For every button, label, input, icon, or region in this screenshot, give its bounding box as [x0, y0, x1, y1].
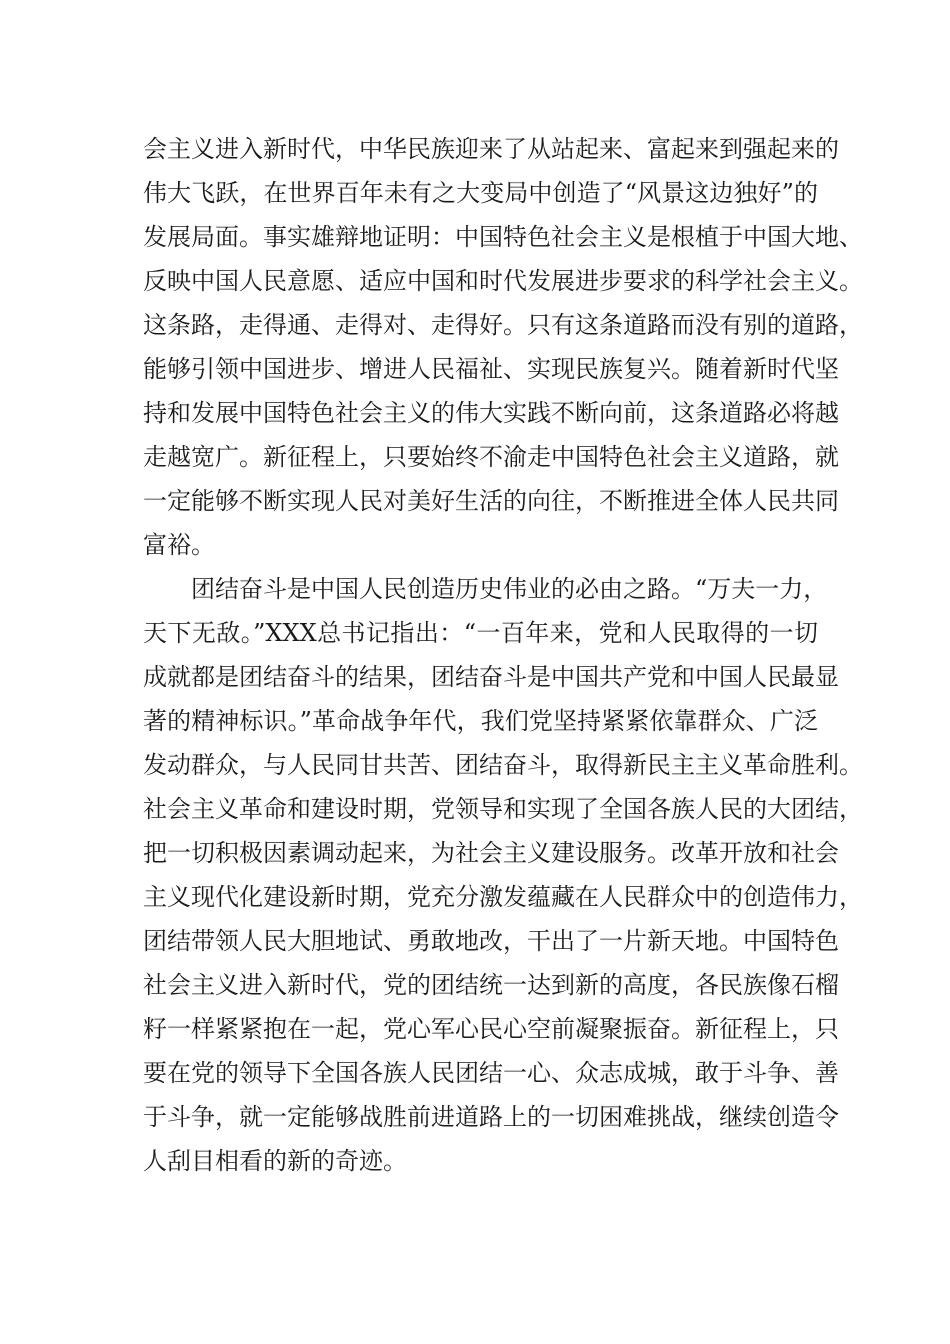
document-body: [143, 127, 863, 1183]
paragraph-1-line-10: 富裕。: [143, 531, 215, 559]
paragraph-2-line-4: 著的精神标识。”革命战争年代，我们党坚持紧紧依靠群众、广泛: [143, 707, 818, 735]
paragraph-2-line-7: 把一切积极因素调动起来，为社会主义建设服务。改革开放和社会: [143, 839, 839, 867]
paragraph-2-line-1: 团结奋斗是中国人民创造历史伟业的必由之路。“万夫一力，: [191, 575, 828, 603]
paragraph-2-line-11: 籽一样紧紧抱在一起，党心军心民心空前凝聚振奋。新征程上，只: [143, 1015, 839, 1043]
paragraph-2-line-2: 天下无敌。”XXX总书记指出：“一百年来，党和人民取得的一切: [143, 619, 818, 647]
paragraph-2-line-8: 主义现代化建设新时期，党充分激发蕴藏在人民群众中的创造伟力，: [143, 883, 863, 911]
paragraph-1-line-4: 反映中国人民意愿、适应中国和时代发展进步要求的科学社会主义。: [143, 267, 863, 295]
paragraph-1-line-2: 伟大飞跃，在世界百年未有之大变局中创造了“风景这边独好”的: [143, 179, 818, 207]
paragraph-1-line-6: 能够引领中国进步、增进人民福祉、实现民族复兴。随着新时代坚: [143, 355, 839, 383]
paragraph-2-line-6: 社会主义革命和建设时期，党领导和实现了全国各族人民的大团结，: [143, 795, 863, 823]
paragraph-2-line-3: 成就都是团结奋斗的结果，团结奋斗是中国共产党和中国人民最显: [143, 663, 839, 691]
paragraph-2-line-12: 要在党的领导下全国各族人民团结一心、众志成城，敢于斗争、善: [143, 1059, 839, 1087]
paragraph-2-line-10: 社会主义进入新时代，党的团结统一达到新的高度，各民族像石榴: [143, 971, 839, 999]
paragraph-1-line-8: 走越宽广。新征程上，只要始终不渝走中国特色社会主义道路，就: [143, 443, 839, 471]
paragraph-2-line-14: 人刮目相看的新的奇迹。: [143, 1147, 407, 1175]
paragraph-1-line-1: 会主义进入新时代，中华民族迎来了从站起来、富起来到强起来的: [143, 135, 839, 163]
paragraph-2-line-9: 团结带领人民大胆地试、勇敢地改，干出了一片新天地。中国特色: [143, 927, 839, 955]
paragraph-1-line-3: 发展局面。事实雄辩地证明：中国特色社会主义是根植于中国大地、: [143, 223, 863, 251]
paragraph-1-line-9: 一定能够不断实现人民对美好生活的向往，不断推进全体人民共同: [143, 487, 839, 515]
paragraph-2-line-13: 于斗争，就一定能够战胜前进道路上的一切困难挑战，继续创造令: [143, 1103, 839, 1131]
paragraph-1-line-7: 持和发展中国特色社会主义的伟大实践不断向前，这条道路必将越: [143, 399, 839, 427]
paragraph-1-line-5: 这条路，走得通、走得对、走得好。只有这条道路而没有别的道路，: [143, 311, 863, 339]
paragraph-2-line-5: 发动群众，与人民同甘共苦、团结奋斗，取得新民主主义革命胜利。: [143, 751, 863, 779]
